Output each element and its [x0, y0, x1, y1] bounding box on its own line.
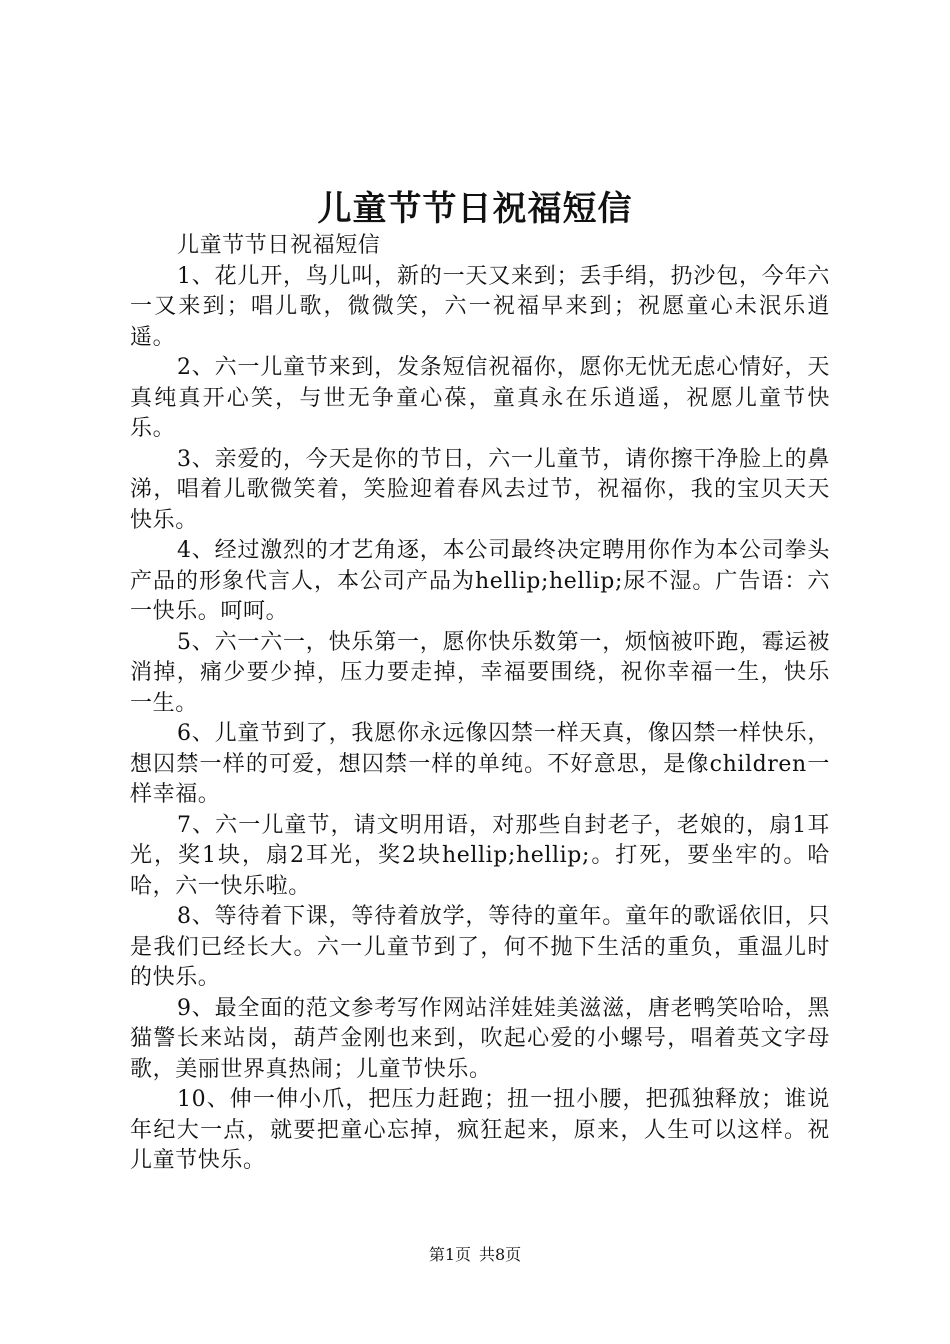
paragraph: 4、经过激烈的才艺角逐，本公司最终决定聘用你作为本公司拳头产品的形象代言人，本公司产品为hellip;hellip;尿不湿。广告语：六一快乐。呵呵。	[130, 538, 830, 624]
paragraph: 1、花儿开，鸟儿叫，新的一天又来到；丢手绢，扔沙包，今年六一又来到；唱儿歌，微微笑，六一祝福早来到；祝愿童心未泯乐逍遥。	[130, 263, 830, 350]
page-total: 共8页	[479, 1245, 522, 1264]
paragraph: 6、儿童节到了，我愿你永远像囚禁一样天真，像囚禁一样快乐，想囚禁一样的可爱，想囚禁一样的单纯。不好意思，是像children一样幸福。	[130, 721, 830, 807]
paragraph: 9、最全面的范文参考写作网站洋娃娃美滋滋，唐老鸭笑哈哈，黑猫警长来站岗，葫芦金刚也来到，吹起心爱的小螺号，唱着英文字母歌，美丽世界真热闹；儿童节快乐。	[130, 995, 830, 1082]
page-number: 第1页	[428, 1245, 471, 1264]
paragraph: 8、等待着下课，等待着放学，等待的童年。童年的歌谣依旧，只是我们已经长大。六一儿童节到了，何不抛下生活的重负，重温儿时的快乐。	[130, 904, 830, 990]
paragraph: 2、六一儿童节来到，发条短信祝福你，愿你无忧无虑心情好，天真纯真开心笑，与世无争童心葆，童真永在乐逍遥，祝愿儿童节快乐。	[130, 355, 830, 441]
paragraph: 7、六一儿童节，请文明用语，对那些自封老子，老娘的，扇1耳光，奖1块，扇2耳光，奖2块hellip;hellip;。打死，要坐牢的。哈哈，六一快乐啦。	[130, 812, 830, 899]
document-subtitle: 儿童节节日祝福短信	[177, 233, 381, 258]
paragraph: 5、六一六一，快乐第一，愿你快乐数第一，烦恼被吓跑，霉运被消掉，痛少要少掉，压力要走掉，幸福要围绕，祝你幸福一生，快乐一生。	[130, 629, 830, 716]
paragraph: 10、伸一伸小爪，把压力赶跑；扭一扭小腰，把孤独释放；谁说年纪大一点，就要把童心忘掉，疯狂起来，原来，人生可以这样。祝儿童节快乐。	[130, 1087, 830, 1173]
paragraph: 3、亲爱的，今天是你的节日，六一儿童节，请你擦干净脸上的鼻涕，唱着儿歌微笑着，笑脸迎着春风去过节，祝福你，我的宝贝天天快乐。	[130, 446, 830, 533]
document-title: 儿童节节日祝福短信	[317, 189, 633, 229]
page-footer	[0, 1244, 950, 1266]
document-body	[130, 231, 830, 1177]
